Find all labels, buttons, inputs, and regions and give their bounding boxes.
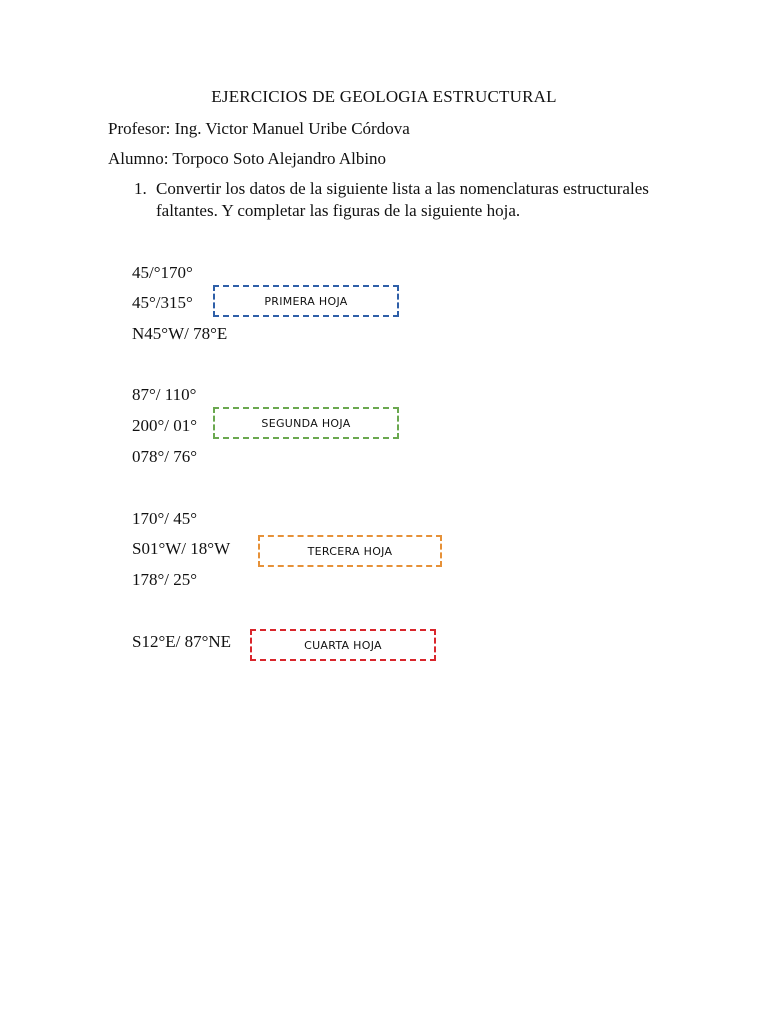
- datum-item: 45/°170°: [132, 263, 193, 282]
- sheet-box-segunda: SEGUNDA HOJA: [213, 407, 399, 439]
- datum-item: 200°/ 01°: [132, 416, 198, 435]
- datum-item: 87°/ 110°: [132, 385, 197, 404]
- instruction-text: Convertir los datos de la siguiente lista a las nomenclaturas estructurales faltantes. Y completar las figuras de la siguiente hoja.: [156, 179, 649, 220]
- sheet-box-primera: PRIMERA HOJA: [213, 285, 399, 317]
- instruction-number: 1.: [134, 179, 147, 198]
- datum-item: 170°/ 45°: [132, 509, 198, 528]
- datum-item: 078°/ 76°: [132, 447, 198, 466]
- professor-line: Profesor: Ing. Victor Manuel Uribe Córdova: [108, 119, 410, 138]
- datum-item: N45°W/ 78°E: [132, 324, 228, 343]
- sheet-box-cuarta: CUARTA HOJA: [250, 629, 436, 661]
- sheet-box-tercera: TERCERA HOJA: [258, 535, 442, 567]
- datum-item: S01°W/ 18°W: [132, 539, 231, 558]
- student-line: Alumno: Torpoco Soto Alejandro Albino: [108, 149, 387, 168]
- datum-item: S12°E/ 87°NE: [132, 632, 232, 651]
- datum-item: 178°/ 25°: [132, 570, 198, 589]
- document-title: EJERCICIOS DE GEOLOGIA ESTRUCTURAL: [211, 87, 557, 106]
- datum-item: 45°/315°: [132, 293, 193, 312]
